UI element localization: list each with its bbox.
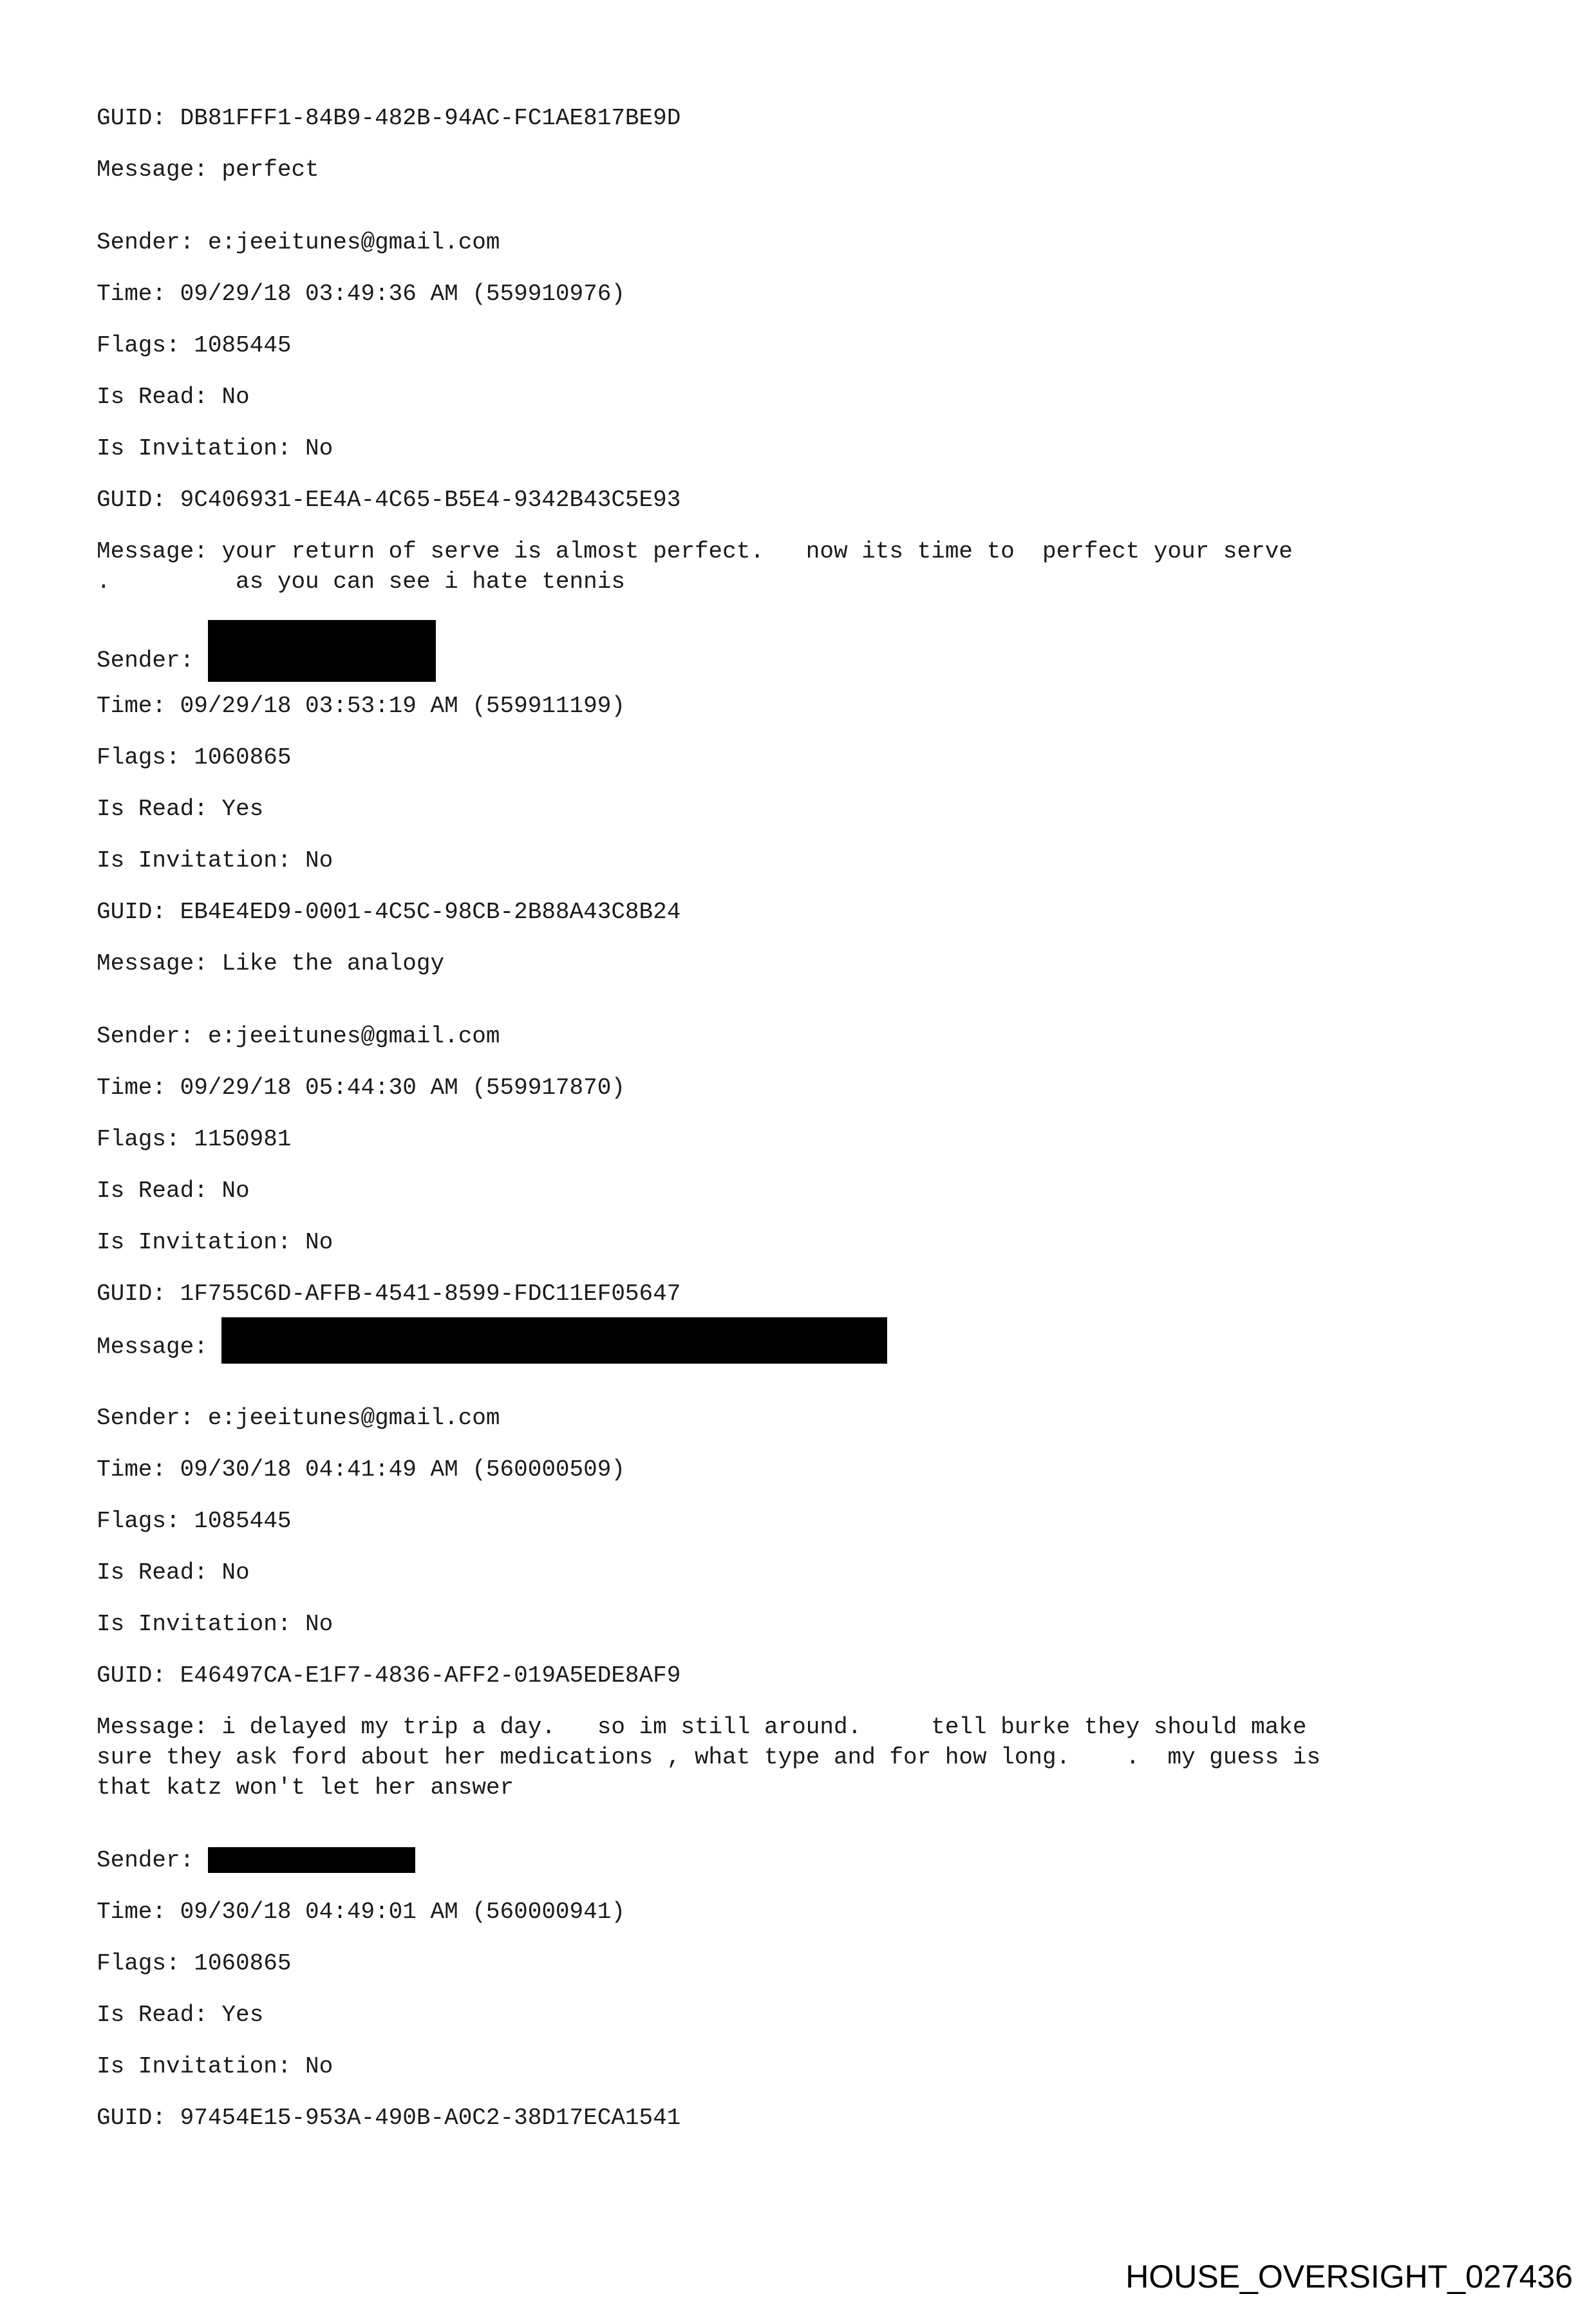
flags-line: Flags: 1060865: [97, 1950, 292, 1977]
guid-line: GUID: 1F755C6D-AFFB-4541-8599-FDC11EF05647: [97, 1281, 681, 1307]
message-line: Message: your return of serve is almost perfect. now its time to perfect your serve . as you can see i hate tennis: [97, 538, 1293, 595]
time-line: Time: 09/29/18 03:53:19 AM (559911199): [97, 693, 625, 719]
sender-line: [97, 1845, 1513, 1875]
message-line: Message: Like the analogy: [97, 950, 445, 977]
bates-number: HOUSE_OVERSIGHT_027436: [1125, 2259, 1573, 2295]
message-line: Message: i delayed my trip a day. so im still around. tell burke they should make sure they ask ford about her medications , what type and for how long. . my guess is that katz won't let her answer: [97, 1714, 1321, 1801]
record-separator: [97, 1382, 1513, 1403]
time-line: Time: 09/30/18 04:41:49 AM (560000509): [97, 1456, 625, 1483]
guid-line: GUID: 9C406931-EE4A-4C65-B5E4-9342B43C5E93: [97, 487, 681, 513]
flags-line: Flags: 1085445: [97, 332, 292, 359]
is-invitation-line: Is Invitation: No: [97, 1611, 333, 1637]
is-read-line: Is Read: Yes: [97, 796, 264, 822]
message-line: Message: perfect: [97, 156, 319, 183]
is-invitation-line: Is Invitation: No: [97, 435, 333, 462]
redaction-box: [208, 1847, 415, 1873]
record-separator: [97, 1000, 1513, 1021]
flags-line: Flags: 1085445: [97, 1508, 292, 1534]
time-line: Time: 09/29/18 03:49:36 AM (559910976): [97, 281, 625, 307]
sender-line: [97, 639, 1513, 674]
record-separator: [97, 1824, 1513, 1845]
sender-label: Sender:: [97, 1847, 208, 1874]
is-read-line: Is Read: Yes: [97, 2002, 264, 2028]
is-invitation-line: Is Invitation: No: [97, 2053, 333, 2080]
time-line: Time: 09/30/18 04:49:01 AM (560000941): [97, 1899, 625, 1925]
redaction-box: [221, 1317, 887, 1364]
sender-line: Sender: e:jeeitunes@gmail.com: [97, 1023, 500, 1049]
message-label: Message:: [97, 1333, 222, 1360]
guid-line: GUID: 97454E15-953A-490B-A0C2-38D17ECA1541: [97, 2105, 681, 2131]
is-read-line: Is Read: No: [97, 384, 250, 410]
is-read-line: Is Read: No: [97, 1559, 250, 1586]
time-line: Time: 09/29/18 05:44:30 AM (559917870): [97, 1075, 625, 1101]
is-invitation-line: Is Invitation: No: [97, 1229, 333, 1255]
flags-line: Flags: 1060865: [97, 744, 292, 771]
record-separator: [97, 206, 1513, 227]
message-line: [97, 1330, 1513, 1360]
guid-line: GUID: E46497CA-E1F7-4836-AFF2-019A5EDE8AF9: [97, 1662, 681, 1689]
document-page: [97, 103, 1513, 2154]
is-read-line: Is Read: No: [97, 1178, 250, 1204]
guid-line: GUID: DB81FFF1-84B9-482B-94AC-FC1AE817BE9D: [97, 105, 681, 131]
guid-line: GUID: EB4E4ED9-0001-4C5C-98CB-2B88A43C8B24: [97, 899, 681, 925]
sender-line: Sender: e:jeeitunes@gmail.com: [97, 1405, 500, 1431]
is-invitation-line: Is Invitation: No: [97, 847, 333, 874]
redaction-box: [208, 620, 436, 682]
sender-label: Sender:: [97, 647, 208, 674]
sender-line: Sender: e:jeeitunes@gmail.com: [97, 229, 500, 256]
flags-line: Flags: 1150981: [97, 1126, 292, 1152]
